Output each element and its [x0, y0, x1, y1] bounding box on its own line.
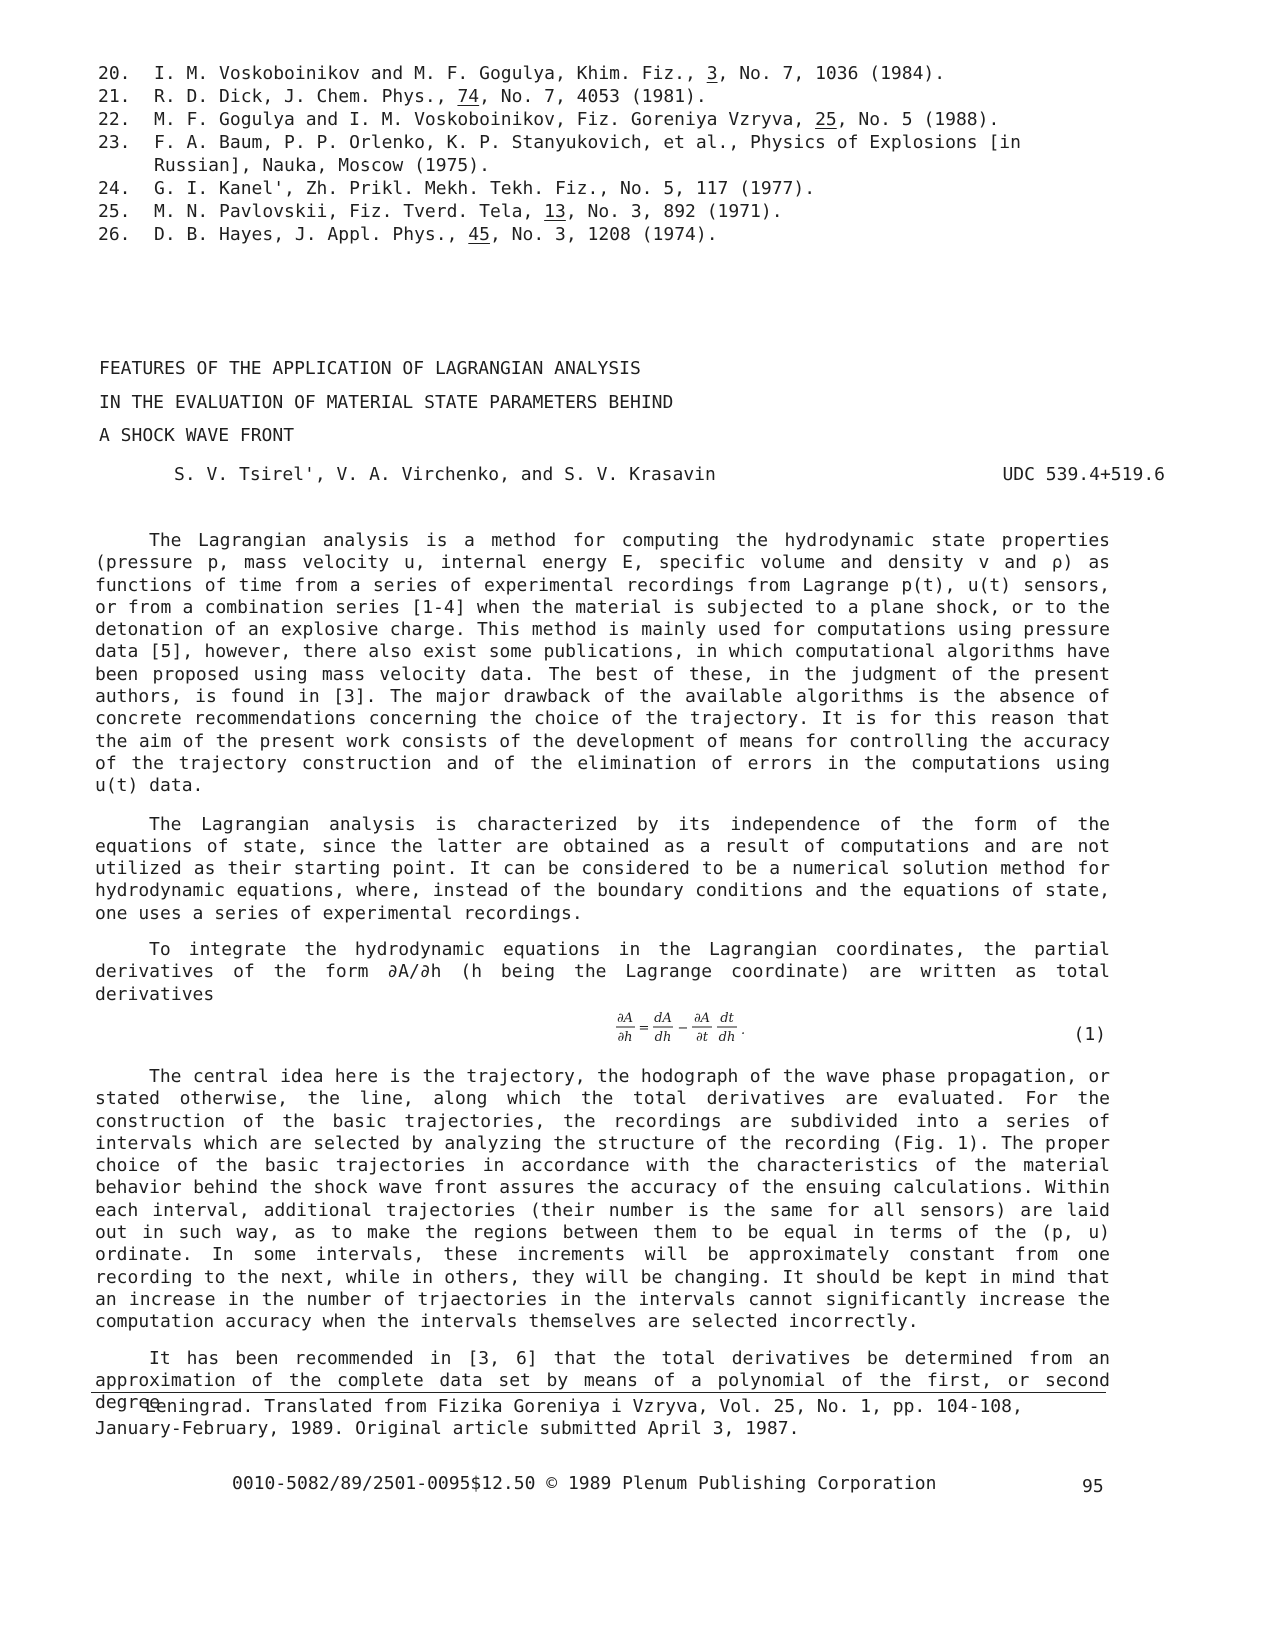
equals-sign: =: [638, 1021, 650, 1036]
term1-numerator: dA: [654, 1011, 672, 1026]
reference-item: [98, 85, 1128, 108]
equation-1: [95, 1008, 1110, 1054]
reference-item: [98, 223, 1128, 246]
term2-numerator: ∂A: [693, 1011, 711, 1026]
reference-number: 24.: [98, 178, 131, 199]
reference-volume: 74: [457, 86, 480, 107]
title-line-3: A SHOCK WAVE FRONT: [99, 425, 295, 446]
reference-volume: 13: [544, 201, 566, 222]
reference-item: [98, 177, 1128, 200]
footnote-divider: [91, 1392, 1106, 1393]
paragraph-characterization: The Lagrangian analysis is characterized by its independence of the form of the equations of state, since the latter are obtained as a result of computations and are not utilized as their starting point. It can be considered to be a numerical solution method for hydrodynamic equations, where, instead of the boundary conditions and the equations of state, one uses a series of experimental recordings.: [95, 813, 1110, 924]
equation-formula: [615, 1008, 815, 1048]
paragraph-trajectory: The central idea here is the trajectory, the hodograph of the wave phase propagation, or stated otherwise, the line, along which the total derivatives are evaluated. For the construction of the basic trajectories, the recordings are subdivided into a series of intervals which are selected by analyzing the structure of the recording (Fig. 1). The proper choice of the basic trajectories in accordance with the characteristics of the material behavior behind the shock wave front assures the accuracy of the ensuing calculations. Within each interval, additional trajectories (their number is the same for all sensors) are laid out in such way, as to make the regions between them to be equal in terms of the (p, u) ordinate. In some intervals, these increments will be approximately constant from one recording to the next, while in others, they will be changing. It should be kept in mind that an increase in the number of trjaectories in the intervals cannot significantly increase the computation accuracy when the intervals themselves are selected incorrectly.: [95, 1066, 1110, 1333]
reference-text: R. D. Dick, J. Chem. Phys., 74, No. 7, 4053 (1981).: [154, 86, 707, 107]
article-title: [99, 352, 999, 453]
copyright-footer: 0010-5082/89/2501-0095$12.50 © 1989 Plenum Publishing Corporation: [232, 1473, 937, 1494]
reference-number: 20.: [98, 63, 131, 84]
reference-volume: 45: [468, 224, 490, 245]
reference-text: G. I. Kanel', Zh. Prikl. Mekh. Tekh. Fiz., No. 5, 117 (1977).: [154, 178, 816, 199]
reference-text: D. B. Hayes, J. Appl. Phys., 45, No. 3, 1208 (1974).: [154, 224, 718, 245]
footnote-line-1: Leningrad. Translated from Fizika Goreniya i Vzryva, Vol. 25, No. 1, pp. 104-108,: [145, 1396, 1023, 1417]
reference-item: [98, 108, 1128, 131]
paragraph-integration: To integrate the hydrodynamic equations in the Lagrangian coordinates, the partial derivatives of the form ∂A/∂h (h being the Lagrange coordinate) are written as total derivatives: [95, 939, 1110, 1005]
reference-item: [98, 200, 1128, 223]
page-number: 95: [1082, 1476, 1104, 1497]
reference-text: F. A. Baum, P. P. Orlenko, K. P. Stanyukovich, et al., Physics of Explosions [in Russian], Nauka, Moscow (1975).: [154, 132, 1021, 176]
article-body: [95, 530, 1110, 1020]
reference-number: 26.: [98, 224, 131, 245]
equation-period: .: [741, 1023, 746, 1038]
reference-number: 21.: [98, 86, 131, 107]
udc-code: UDC 539.4+519.6: [1002, 464, 1165, 485]
reference-number: 22.: [98, 109, 131, 130]
article-body-continued: [95, 1066, 1110, 1428]
footnote-line-2: January-February, 1989. Original article submitted April 3, 1987.: [95, 1418, 800, 1439]
title-line-1: FEATURES OF THE APPLICATION OF LAGRANGIAN ANALYSIS: [99, 358, 641, 379]
reference-item: [98, 62, 1128, 85]
reference-list: [98, 62, 1128, 246]
term3-denominator: dh: [718, 1030, 736, 1045]
paragraph-intro: The Lagrangian analysis is a method for computing the hydrodynamic state properties (pressure p, mass velocity u, internal energy E, specific volume and density v and ρ) as functions of time from a series of experimental recordings from Lagrange p(t), u(t) sensors, or from a combination series [1-4] when the material is subjected to a plane shock, or to the detonation of an explosive charge. This method is mainly used for computations using pressure data [5], however, there also exist some publications, in which computational algorithms have been proposed using mass velocity data. The best of these, in the judgment of the present authors, is found in [3]. The major drawback of the available algorithms is the absence of concrete recommendations concerning the choice of the trajectory. It is for this reason that the aim of the present work consists of the development of means for controlling the accuracy of the trajectory construction and of the elimination of errors in the computations using u(t) data.: [95, 530, 1110, 797]
term2-denominator: ∂t: [696, 1030, 708, 1045]
author-list: S. V. Tsirel', V. A. Virchenko, and S. V. Krasavin: [174, 464, 716, 485]
term3-numerator: dt: [720, 1011, 734, 1026]
footnote: [95, 1396, 1110, 1440]
reference-number: 25.: [98, 201, 131, 222]
reference-text: M. F. Gogulya and I. M. Voskoboinikov, Fiz. Goreniya Vzryva, 25, No. 5 (1988).: [154, 109, 1000, 130]
minus-sign: −: [677, 1021, 689, 1036]
equation-number: (1): [1073, 1024, 1106, 1045]
lhs-numerator: ∂A: [616, 1011, 634, 1026]
term1-denominator: dh: [654, 1030, 672, 1045]
reference-volume: 25: [815, 109, 837, 130]
reference-number: 23.: [98, 132, 131, 153]
reference-text: M. N. Pavlovskii, Fiz. Tverd. Tela, 13, No. 3, 892 (1971).: [154, 201, 783, 222]
reference-item: [98, 131, 1128, 177]
lhs-denominator: ∂h: [617, 1030, 633, 1045]
reference-text: I. M. Voskoboinikov and M. F. Gogulya, Khim. Fiz., 3, No. 7, 1036 (1984).: [154, 63, 946, 84]
paragraph-derivatives: It has been recommended in [3, 6] that the total derivatives be determined from an approximation of the complete data set by means of a polynomial of the first, or second degree: [95, 1347, 1110, 1414]
reference-volume: 3: [706, 63, 718, 84]
title-line-2: IN THE EVALUATION OF MATERIAL STATE PARAMETERS BEHIND: [99, 391, 674, 413]
